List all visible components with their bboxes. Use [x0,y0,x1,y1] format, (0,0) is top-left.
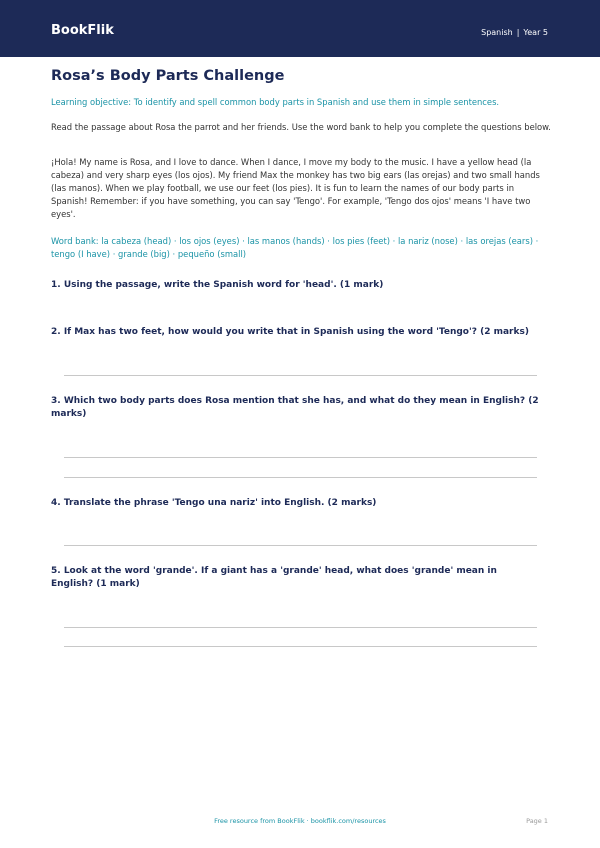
header-bar [0,0,600,57]
question-5: 5. Look at the word 'grande'. If a giant has a 'grande' head, what does 'grande' mean in English? (1 mark) [51,566,497,589]
answer-line[interactable] [64,627,537,628]
instructions: Read the passage about Rosa the parrot and her friends. Use the word bank to help you complete the questions below. [51,122,551,132]
brand-logo: BookFlik [51,23,114,38]
question-4: 4. Translate the phrase 'Tengo una nariz' into English. (2 marks) [51,498,377,508]
word-bank: Word bank: la cabeza (head) · los ojos (eyes) · las manos (hands) · los pies (feet) · la nariz (nose) · las orejas (ears) · tengo (I have) · grande (big) · pequeño (small) [51,236,539,259]
header-meta [481,27,548,39]
page-number: Page 1 [526,817,548,825]
question-2: 2. If Max has two feet, how would you write that in Spanish using the word 'Tengo'? (2 marks) [51,327,529,337]
page-title: Rosa’s Body Parts Challenge [51,68,285,84]
question-3: 3. Which two body parts does Rosa mention that she has, and what do they mean in English? (2 marks) [51,396,539,419]
learning-objective: Learning objective: To identify and spell common body parts in Spanish and use them in simple sentences. [51,97,500,107]
answer-line[interactable] [64,375,537,376]
answer-line[interactable] [64,646,537,647]
footer-credit[interactable]: Free resource from BookFlik · bookflik.com/resources [214,817,386,825]
answer-line[interactable] [64,545,537,546]
subject-label: Spanish [481,28,513,37]
answer-line[interactable] [64,477,537,478]
question-1: 1. Using the passage, write the Spanish word for 'head'. (1 mark) [51,280,384,290]
reading-passage: ¡Hola! My name is Rosa, and I love to dance. When I dance, I move my body to the music. I have a yellow head (la cabeza) and very sharp eyes (los ojos). My friend Max the monkey has two big ears (las orejas) and two small hands (las manos). When we play football, we use our feet (los pies). It is fun to learn the names of our body parts in Spanish! Remember: if you have something, you can say 'Tengo'. For example, 'Tengo dos ojos' means 'I have two eyes'. [51,157,540,219]
header-separator: | [516,28,520,37]
answer-line[interactable] [64,457,537,458]
year-label: Year 5 [523,28,548,37]
